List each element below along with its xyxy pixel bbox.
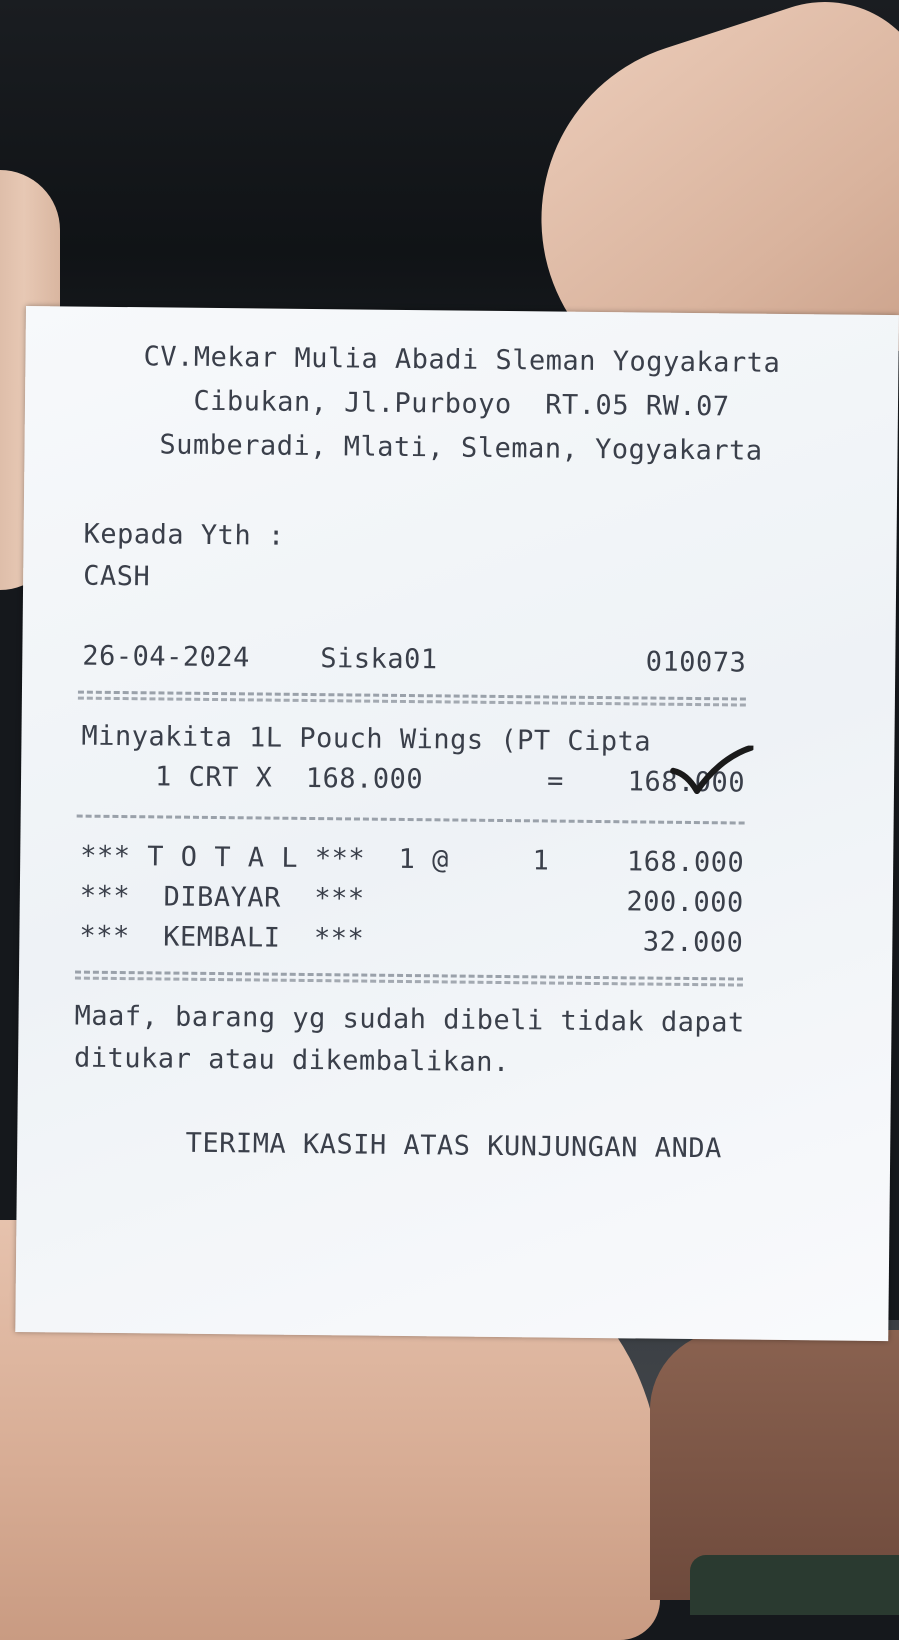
receipt-date: 26-04-2024 bbox=[82, 640, 251, 674]
paid-label: *** DIBAYAR *** bbox=[79, 880, 365, 915]
separator-double bbox=[78, 691, 746, 701]
cashier-id: Siska01 bbox=[320, 643, 438, 676]
store-address-line1: Cibukan, Jl.Purboyo RT.05 RW.07 bbox=[193, 385, 730, 423]
total-label: *** T O T A L *** 1 @ 1 bbox=[80, 840, 550, 877]
thank-you-message: TERIMA KASIH ATAS KUNJUNGAN ANDA bbox=[185, 1127, 722, 1165]
item-equals: = bbox=[546, 765, 564, 797]
separator-single bbox=[77, 815, 745, 825]
recipient-name: CASH bbox=[83, 560, 151, 593]
total-value: 168.000 bbox=[626, 846, 745, 879]
handwritten-check-icon bbox=[669, 745, 754, 796]
change-value: 32.000 bbox=[642, 926, 744, 959]
item-name: Minyakita 1L Pouch Wings (PT Cipta bbox=[81, 720, 652, 758]
change-label: *** KEMBALI *** bbox=[79, 920, 365, 955]
paid-value: 200.000 bbox=[626, 886, 744, 919]
return-notice-line2: ditukar atau dikembalikan. bbox=[73, 1042, 510, 1079]
return-notice-line1: Maaf, barang yg sudah dibeli tidak dapat bbox=[74, 1000, 745, 1039]
store-name: CV.Mekar Mulia Abadi Sleman Yogyakarta bbox=[143, 341, 781, 379]
item-amount: 168.000 bbox=[627, 766, 746, 799]
receipt-number: 010073 bbox=[645, 646, 747, 679]
recipient-label: Kepada Yth : bbox=[83, 518, 285, 552]
receipt bbox=[15, 306, 899, 1341]
item-quantity: 1 CRT X 168.000 bbox=[154, 761, 424, 796]
phone-edge bbox=[690, 1555, 899, 1615]
separator-double-bottom bbox=[75, 971, 743, 981]
store-address-line2: Sumberadi, Mlati, Sleman, Yogyakarta bbox=[159, 429, 763, 467]
